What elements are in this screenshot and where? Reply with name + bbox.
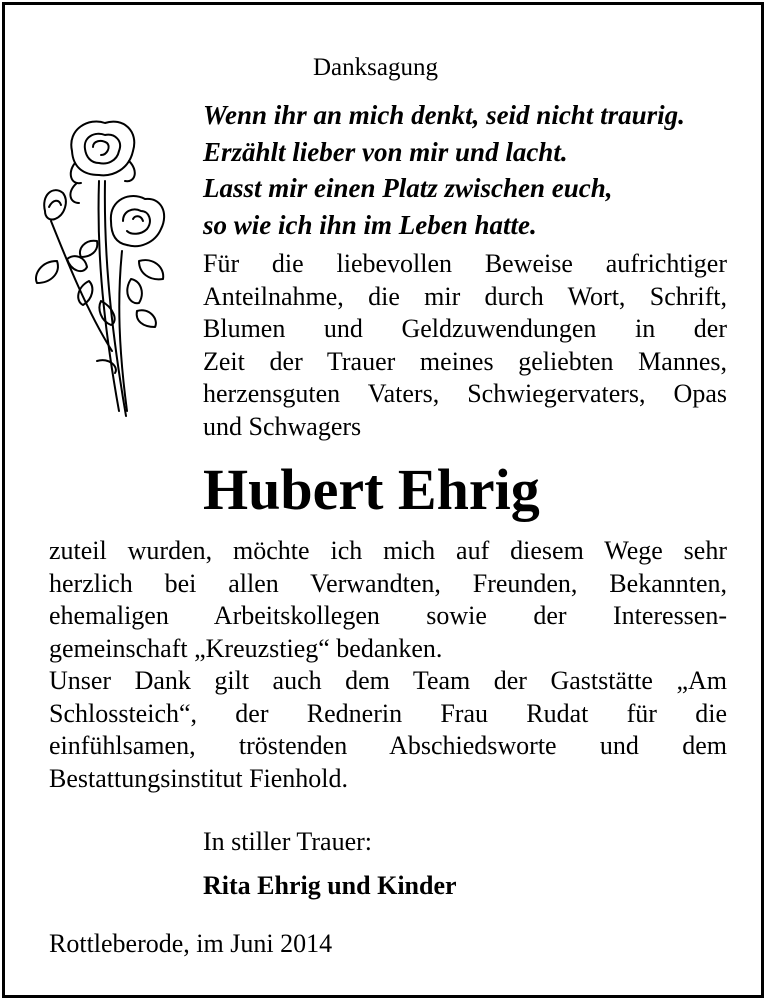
poem-line: Erzählt lieber von mir und lacht.	[203, 136, 568, 167]
body-line: zuteil wurden, möchte ich mich auf diesem Wege sehr	[49, 536, 727, 565]
body-paragraph	[49, 535, 727, 795]
obituary-notice	[2, 2, 764, 998]
body-line: Schlossteich“, der Rednerin Frau Rudat für die	[49, 698, 727, 728]
body-line: einfühlsamen, tröstenden Abschiedsworte und dem	[49, 731, 727, 760]
poem-line: Lasst mir einen Platz zwischen euch,	[203, 173, 613, 203]
body-line: gemeinschaft „Kreuzstieg“ bedanken.	[49, 633, 443, 663]
body-line: herzlich bei allen Verwandten, Freunden, Bekannten,	[49, 568, 727, 598]
intro-line: und Schwagers	[203, 411, 362, 441]
body-line: Unser Dank gilt auch dem Team der Gaststätte „Am	[49, 666, 727, 695]
intro-line: Für die liebevollen Beweise aufrichtiger	[203, 249, 727, 278]
mourning-line: In stiller Trauer:	[203, 827, 372, 856]
deceased-name: Hubert Ehrig	[203, 457, 540, 522]
intro-line: Anteilnahme, die mir durch Wort, Schrift,	[203, 281, 727, 311]
body-line: ehemaligen Arbeitskollegen sowie der Interessen-	[49, 601, 727, 630]
intro-line: Zeit der Trauer meines geliebten Mannes,	[203, 346, 727, 376]
intro-paragraph	[203, 248, 727, 443]
body-line: Bestattungsinstitut Fienhold.	[49, 763, 349, 793]
poem-line: so wie ich ihn im Leben hatte.	[203, 209, 537, 240]
poem	[203, 97, 743, 243]
rose-illustration-icon	[27, 111, 177, 431]
place-date: Rottleberode, im Juni 2014	[49, 929, 333, 958]
intro-line: herzensguten Vaters, Schwiegervaters, Opas	[203, 379, 727, 408]
heading: Danksagung	[313, 54, 438, 81]
signers: Rita Ehrig und Kinder	[203, 871, 457, 900]
poem-line: Wenn ihr an mich denkt, seid nicht traurig.	[203, 100, 685, 130]
intro-line: Blumen und Geldzuwendungen in der	[203, 314, 727, 343]
